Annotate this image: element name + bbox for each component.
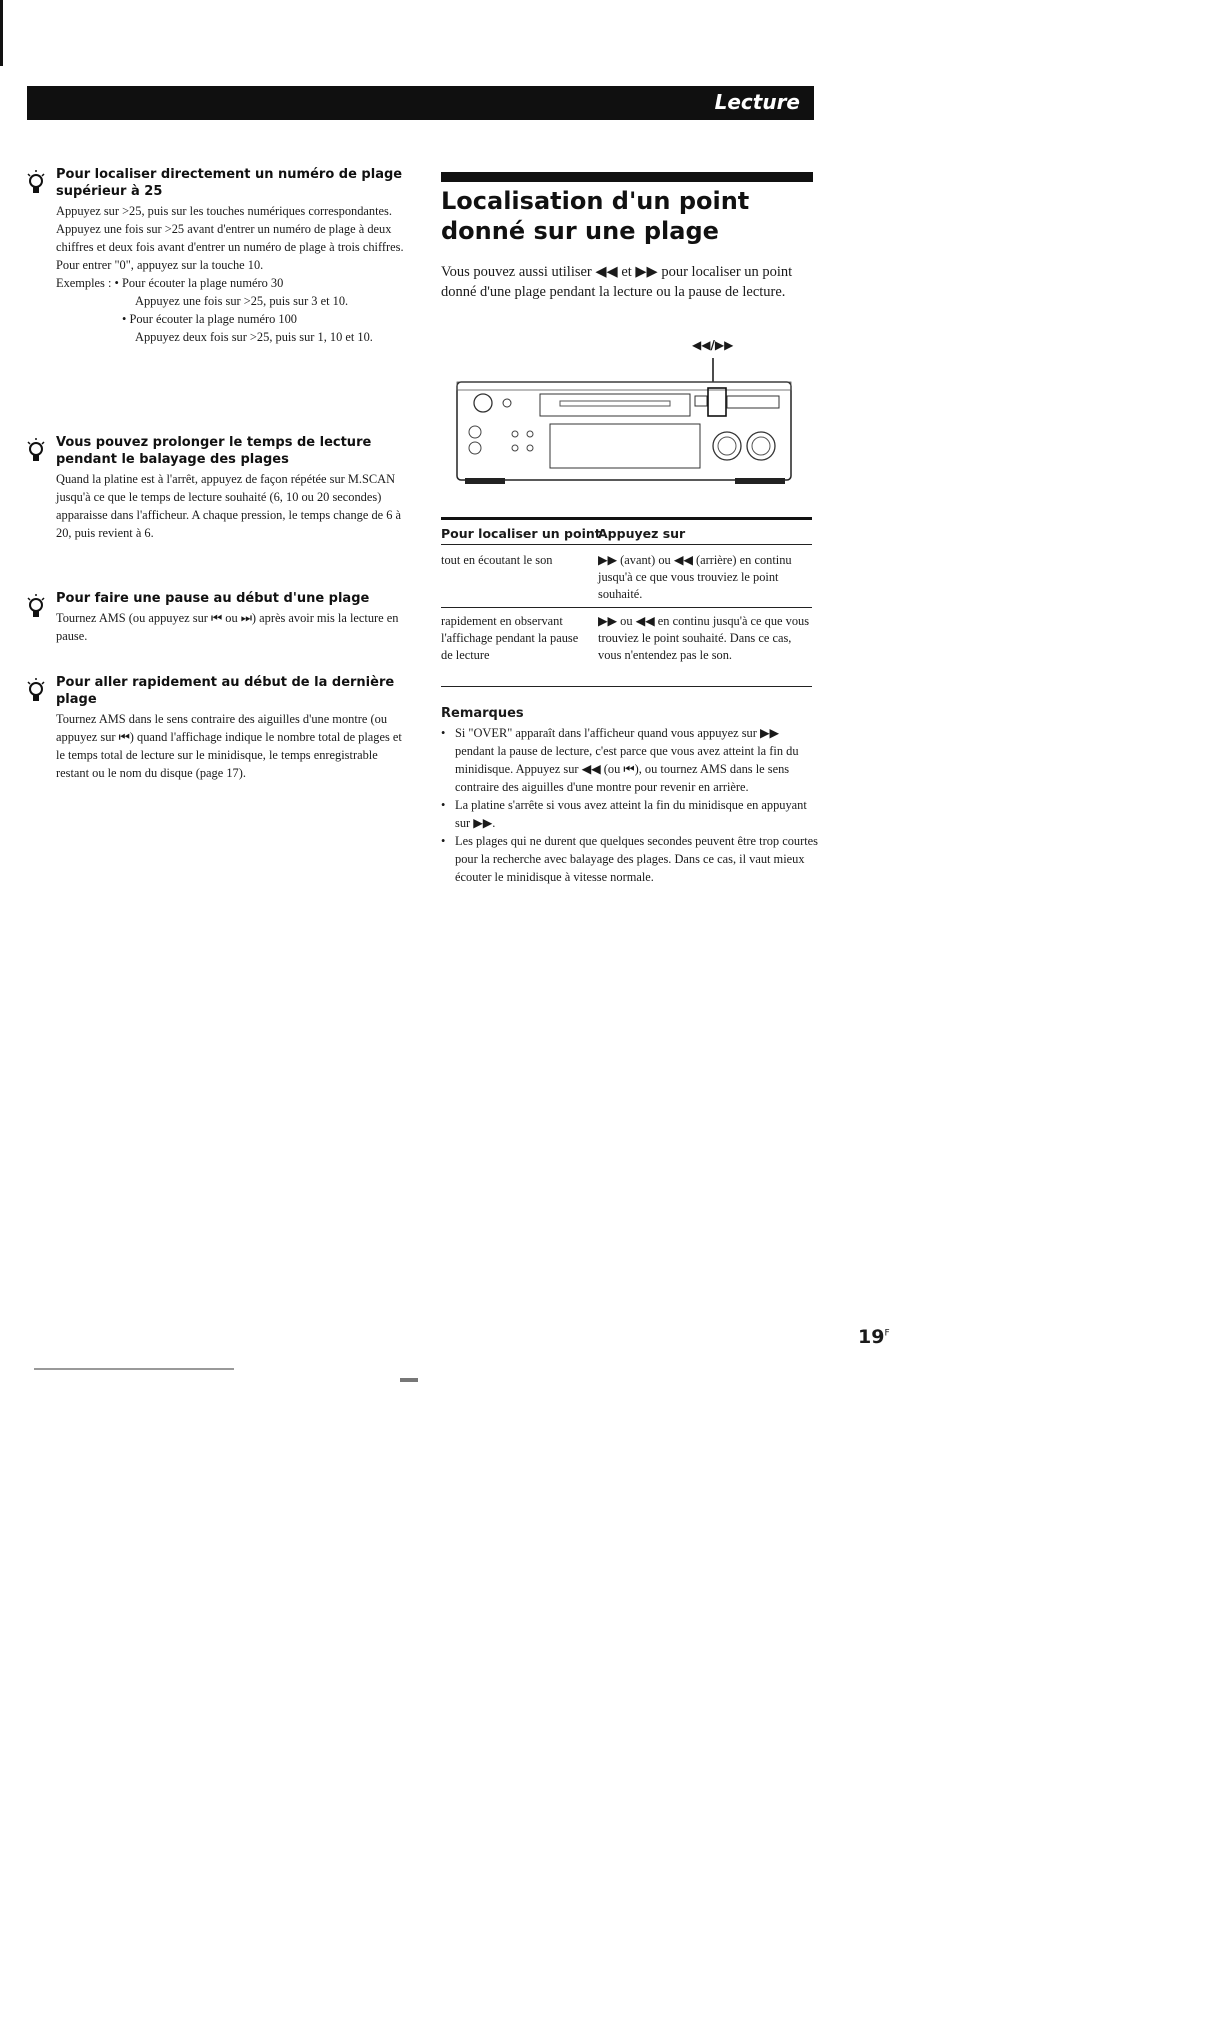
remark-item: • Si "OVER" apparaît dans l'afficheur quand vous appuyez sur ▶▶ pendant la pause de lecture, c'est parce que vous avez atteint la fin du minidisque. Appuyez sur ◀◀ (ou ⏮), ou tournez AMS dans le sens contraire des aiguilles d'une montre pour revenir en arrière. bbox=[441, 724, 821, 796]
example-case: Pour écouter la plage numéro 30 bbox=[121, 276, 284, 290]
remark-item: • Les plages qui ne durent que quelques secondes peuvent être trop courtes pour la recherche avec balayage des plages. Dans ce cas, il vaut mieux écouter le minidisque à vitesse normale. bbox=[441, 832, 821, 886]
example-1: Exemples : • Pour écouter la plage numéro 30 bbox=[56, 276, 284, 290]
tip-pause-start bbox=[24, 590, 404, 645]
locate-table bbox=[441, 517, 812, 687]
table-header-action: Appuyez sur bbox=[598, 526, 686, 541]
scan-artifact bbox=[34, 1368, 234, 1370]
section-rule bbox=[441, 172, 813, 182]
lightbulb-icon bbox=[24, 436, 48, 464]
tip-paragraph: Appuyez une fois sur >25 avant d'entrer un numéro de plage à deux chiffres et deux fois avant d'entrer un numéro de plage à trois chiffres. bbox=[56, 222, 404, 254]
tip-title: Pour faire une pause au début d'une plage bbox=[56, 591, 370, 606]
tip-paragraph: Pour entrer "0", appuyez sur la touche 10. bbox=[56, 258, 264, 272]
section-title-lecture: Lecture bbox=[714, 90, 800, 114]
example-case: Pour écouter la plage numéro 100 bbox=[129, 312, 298, 326]
tip-paragraph: Tournez AMS dans le sens contraire des aiguilles d'une montre (ou appuyez sur ⏮) quand l'affichage indique le nombre total de plages et le temps total de lecture sur le minidisque, le temps enregistrable restant ou le nom du disque (page 17). bbox=[56, 712, 402, 780]
tip-body bbox=[56, 609, 404, 645]
device-callout-label: ◀◀/▶▶ bbox=[692, 338, 734, 352]
tip-paragraph: Quand la platine est à l'arrêt, appuyez de façon répétée sur M.SCAN jusqu'à ce que le temps de lecture souhaité (6, 10 ou 20 secondes) apparaisse dans l'afficheur. A chaque pression, le temps change de 6 à 20, puis revient à 6. bbox=[56, 472, 402, 540]
lightbulb-icon bbox=[24, 676, 48, 704]
table-header-situation: Pour localiser un point bbox=[441, 526, 601, 541]
tip-last-track bbox=[24, 674, 404, 782]
remarks-section bbox=[441, 706, 821, 886]
tip-track-above-25 bbox=[24, 166, 404, 346]
intro-text: Vous pouvez aussi utiliser ◀◀ et ▶▶ pour localiser un point donné d'une plage pendant la lecture ou la pause de lecture. bbox=[441, 264, 793, 300]
lightbulb-icon bbox=[24, 592, 48, 620]
page-title: Localisation d'un point donné sur une plage bbox=[441, 187, 750, 245]
page-number-value: 19 bbox=[858, 1326, 885, 1348]
table-cell-action: ▶▶ (avant) ou ◀◀ (arrière) en continu jusqu'à ce que vous trouviez le point souhaité. bbox=[598, 553, 792, 601]
minidisc-deck-illustration bbox=[455, 358, 795, 498]
table-cell-situation: rapidement en observant l'affichage pendant la pause de lecture bbox=[441, 614, 579, 662]
tip-paragraph: Tournez AMS (ou appuyez sur ⏮ ou ⏭) après avoir mis la lecture en pause. bbox=[56, 611, 399, 643]
tip-title: Pour aller rapidement au début de la dernière plage bbox=[56, 675, 395, 707]
remark-item: • La platine s'arrête si vous avez atteint la fin du minidisque en appuyant sur ▶▶. bbox=[441, 796, 821, 832]
crop-mark bbox=[0, 0, 3, 66]
intro-paragraph bbox=[441, 262, 816, 302]
tip-body bbox=[56, 202, 404, 346]
tip-body bbox=[56, 710, 404, 782]
table-cell-situation: tout en écoutant le son bbox=[441, 553, 553, 567]
page-number bbox=[858, 1326, 890, 1348]
tip-paragraph: Appuyez sur >25, puis sur les touches numériques correspondantes. bbox=[56, 204, 392, 218]
example-action: Appuyez une fois sur >25, puis sur 3 et 10. bbox=[135, 294, 349, 308]
section-banner bbox=[27, 86, 814, 120]
table-row bbox=[441, 544, 812, 607]
remarks-title: Remarques bbox=[441, 706, 524, 721]
scan-artifact bbox=[400, 1378, 418, 1382]
table-cell-action: ▶▶ ou ◀◀ en continu jusqu'à ce que vous trouviez le point souhaité. Dans ce cas, vous n'entendez pas le son. bbox=[598, 614, 810, 662]
lightbulb-icon bbox=[24, 168, 48, 196]
table-header bbox=[441, 520, 812, 544]
examples-label: Exemples : bbox=[56, 276, 112, 290]
table-row bbox=[441, 607, 812, 687]
example-action: Appuyez deux fois sur >25, puis sur 1, 10 et 10. bbox=[135, 330, 373, 344]
tip-body bbox=[56, 470, 404, 542]
example-2: • Pour écouter la plage numéro 100 bbox=[122, 312, 298, 326]
tip-scan-time bbox=[24, 434, 404, 542]
tip-title: Vous pouvez prolonger le temps de lecture pendant le balayage des plages bbox=[56, 435, 372, 467]
tip-title: Pour localiser directement un numéro de plage supérieur à 25 bbox=[56, 167, 403, 199]
page-number-suffix: F bbox=[884, 1328, 890, 1339]
